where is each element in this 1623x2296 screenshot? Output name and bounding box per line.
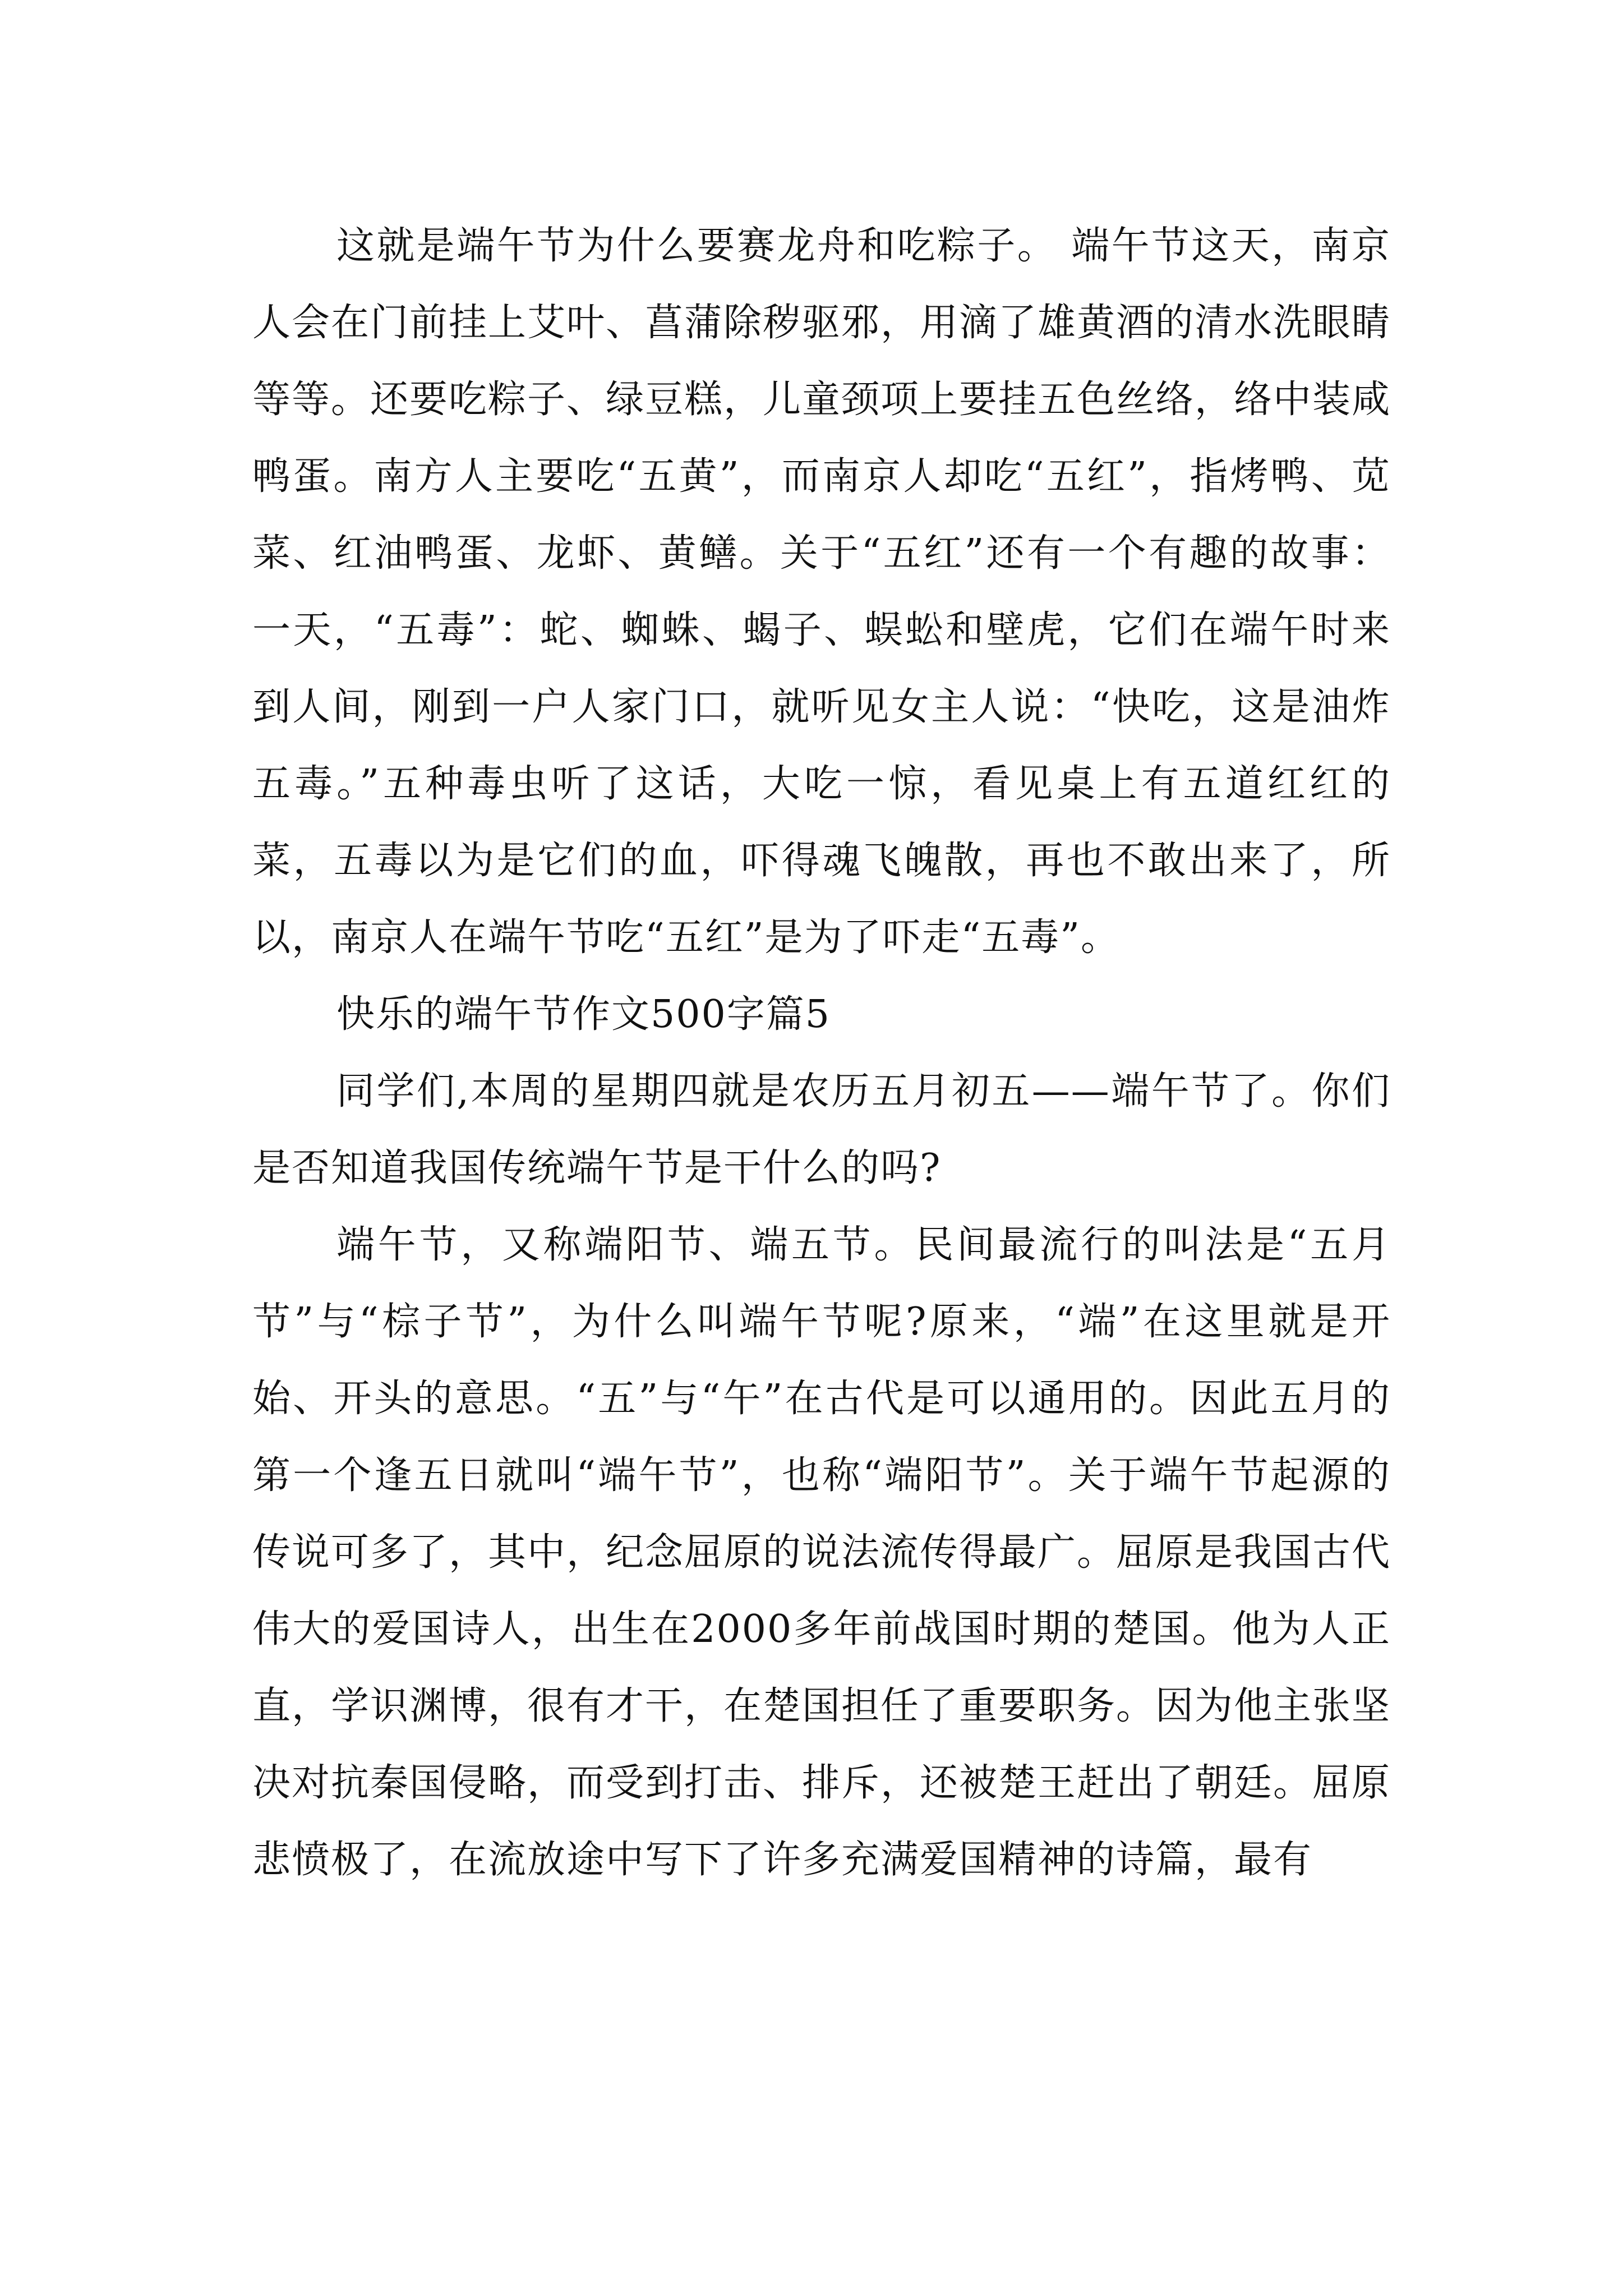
paragraph-dragon-boat-five-red: 这就是端午节为什么要赛龙舟和吃粽子。 端午节这天，南京人会在门前挂上艾叶、菖蒲除秽驱邪，用滴了雄黄酒的清水洗眼睛等等。还要吃粽子、绿豆糕，儿童颈项上要挂五色丝络，络中装咸鸭蛋。南方人主要吃“五黄”，而南京人却吃“五红”，指烤鸭、苋菜、红油鸭蛋、龙虾、黄鳝。关于“五红”还有一个有趣的故事：一天，“五毒”：蛇、蜘蛛、蝎子、蜈蚣和壁虎，它们在端午时来到人间，刚到一户人家门口，就听见女主人说：“快吃，这是油炸五毒。”五种毒虫听了这话，大吃一惊，看见桌上有五道红红的菜，五毒以为是它们的血，吓得魂飞魄散，再也不敢出来了，所以，南京人在端午节吃“五红”是为了吓走“五毒”。: [252, 224, 1391, 960]
document-body: [252, 208, 1391, 1898]
section-heading: 快乐的端午节作文500字篇5: [336, 992, 831, 1037]
paragraph-greeting: 同学们,本周的星期四就是农历五月初五——端午节了。你们是否知道我国传统端午节是干什么的吗?: [252, 1069, 1391, 1190]
paragraph-festival-origin: 端午节，又称端阳节、端五节。民间最流行的叫法是“五月节”与“棕子节”，为什么叫端午节呢?原来，“端”在这里就是开始、开头的意思。“五”与“午”在古代是可以通用的。因此五月的第一个逢五日就叫“端午节”，也称“端阳节”。关于端午节起源的传说可多了，其中，纪念屈原的说法流传得最广。屈原是我国古代伟大的爱国诗人，出生在2000多年前战国时期的楚国。他为人正直，学识渊博，很有才干，在楚国担任了重要职务。因为他主张坚决对抗秦国侵略，而受到打击、排斥，还被楚王赶出了朝廷。屈原悲愤极了，在流放途中写下了许多充满爱国精神的诗篇，最有: [252, 1223, 1391, 1882]
